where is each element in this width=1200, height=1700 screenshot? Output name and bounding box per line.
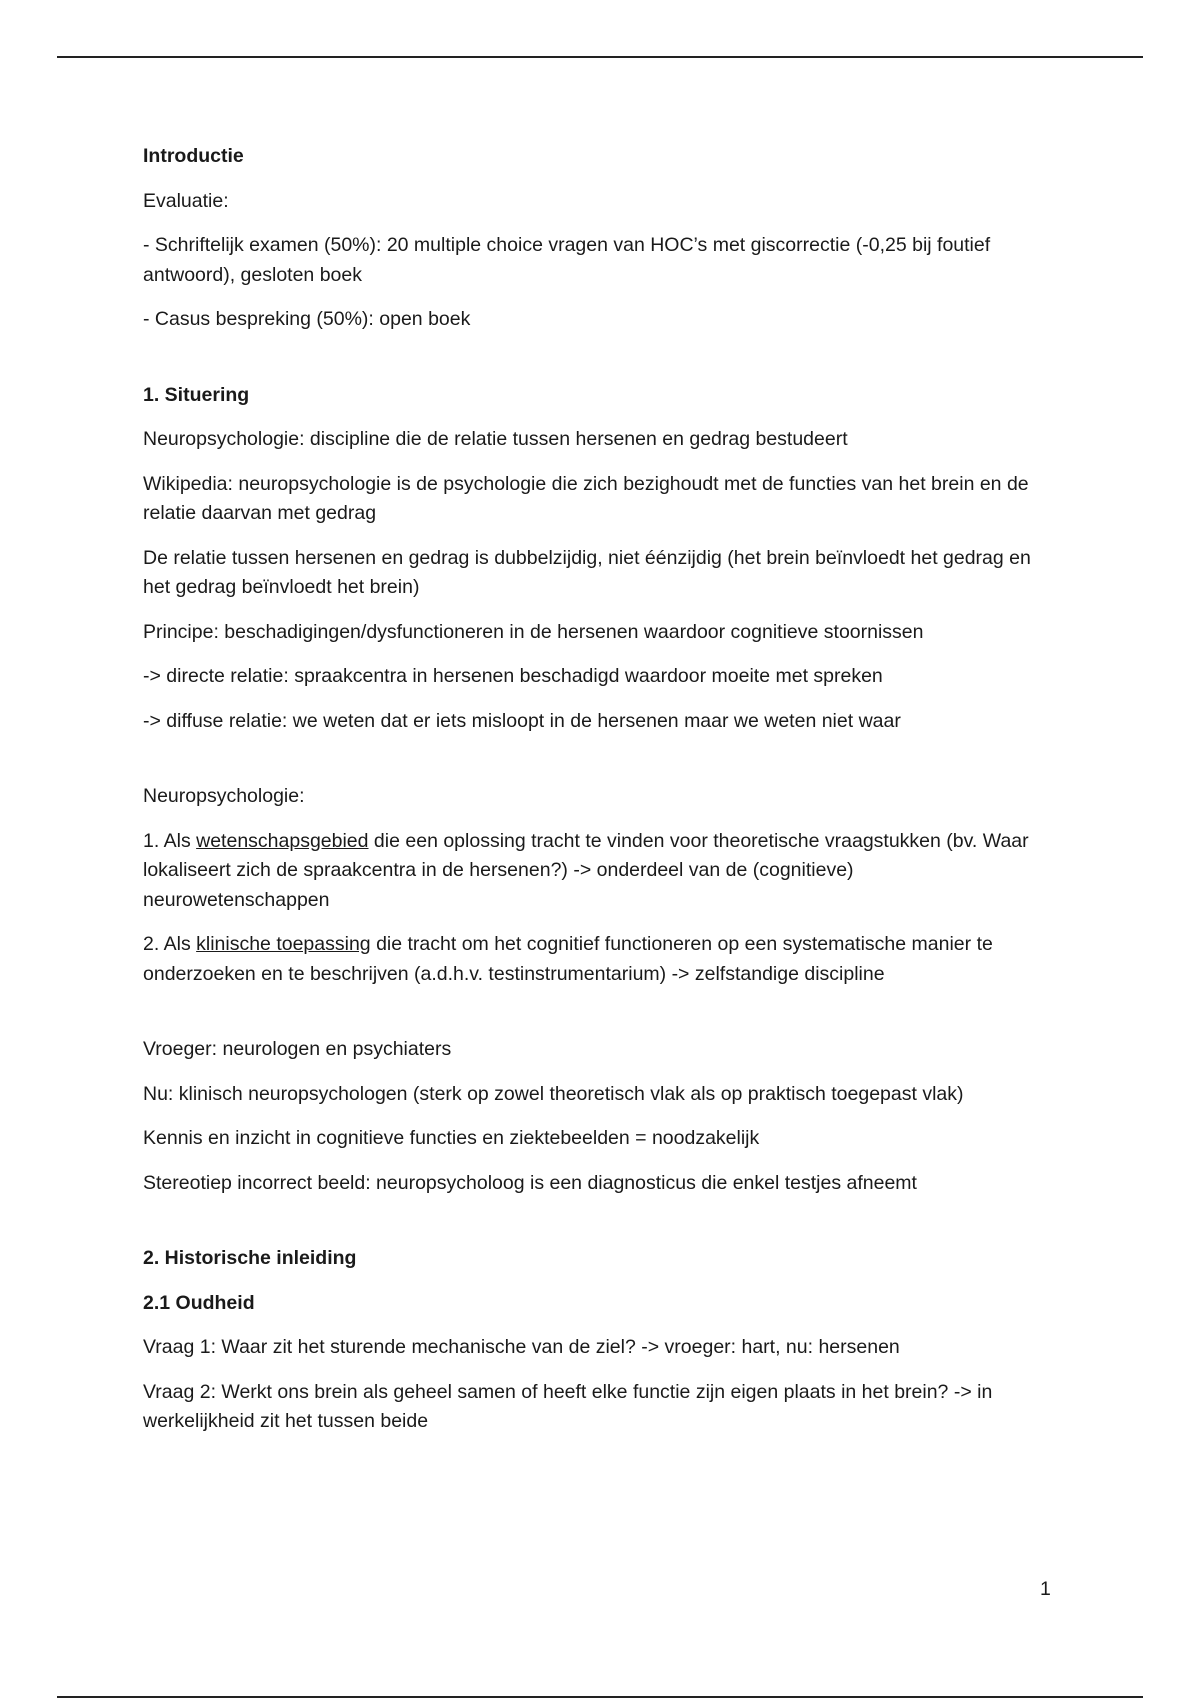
- paragraph: Neuropsychologie: discipline die de relatie tussen hersenen en gedrag bestudeert: [143, 428, 848, 450]
- paragraph: Vraag 1: Waar zit het sturende mechanische van de ziel? -> vroeger: hart, nu: hersenen: [143, 1336, 900, 1358]
- list-item-prefix: 1. Als: [143, 829, 197, 852]
- document-body: [143, 142, 1043, 1452]
- exam-line: - Schriftelijk examen (50%): 20 multiple choice vragen van HOC’s met giscorrectie (-0,25 bij foutief antwoord), gesloten boek: [143, 234, 991, 286]
- underlined-term: wetenschapsgebied: [196, 829, 369, 852]
- paragraph: -> diffuse relatie: we weten dat er iets misloopt in de hersenen maar we weten niet waar: [143, 709, 901, 732]
- list-item-prefix: 2. Als: [143, 933, 197, 955]
- neuropsychology-label: Neuropsychologie:: [143, 785, 305, 807]
- list-item-text: die een oplossing tracht te vinden voor theoretische vraagstukken (bv. Waar lokaliseert zich de spraakcentra in de hersenen?) -> onderdeel van de (cognitieve) neurowetenschappen: [143, 829, 1029, 911]
- paragraph: Principe: beschadigingen/dysfunctioneren in de hersenen waardoor cognitieve stoornissen: [143, 620, 924, 643]
- footer-rule: [57, 1696, 1143, 1698]
- paragraph: Vroeger: neurologen en psychiaters: [143, 1038, 452, 1060]
- list-item: [143, 930, 1043, 989]
- underlined-term: klinische toepassing: [196, 933, 371, 955]
- paragraph: Kennis en inzicht in cognitieve functies en ziektebeelden = noodzakelijk: [143, 1127, 760, 1149]
- paragraph: Vraag 2: Werkt ons brein als geheel samen of heeft elke functie zijn eigen plaats in het brein? -> in werkelijkheid zit het tussen beide: [143, 1380, 993, 1432]
- section-2-1-heading: 2.1 Oudheid: [143, 1291, 255, 1314]
- section-2-heading: 2. Historische inleiding: [143, 1247, 357, 1269]
- evaluation-label: Evaluatie:: [143, 189, 229, 212]
- section-1-heading: 1. Situering: [143, 383, 250, 406]
- paragraph: Nu: klinisch neuropsychologen (sterk op zowel theoretisch vlak als op praktisch toegepast vlak): [143, 1082, 964, 1105]
- paragraph: -> directe relatie: spraakcentra in hersenen beschadigd waardoor moeite met spreken: [143, 665, 883, 687]
- case-line: - Casus bespreking (50%): open boek: [143, 308, 471, 330]
- list-item: [143, 827, 1043, 916]
- page-number: 1: [1040, 1578, 1051, 1600]
- paragraph: Wikipedia: neuropsychologie is de psychologie die zich bezighoudt met de functies van het brein en de relatie daarvan met gedrag: [143, 472, 1029, 524]
- intro-heading: Introductie: [143, 145, 244, 167]
- list-item-text: die tracht om het cognitief functioneren op een systematische manier te onderzoeken en te beschrijven (a.d.h.v. testinstrumentarium) -> zelfstandige discipline: [143, 933, 993, 985]
- header-rule: [57, 56, 1143, 58]
- paragraph: De relatie tussen hersenen en gedrag is dubbelzijdig, niet éénzijdig (het brein beïnvloedt het gedrag en het gedrag beïnvloedt het brein): [143, 546, 1031, 598]
- paragraph: Stereotiep incorrect beeld: neuropsycholoog is een diagnosticus die enkel testjes afneemt: [143, 1171, 917, 1194]
